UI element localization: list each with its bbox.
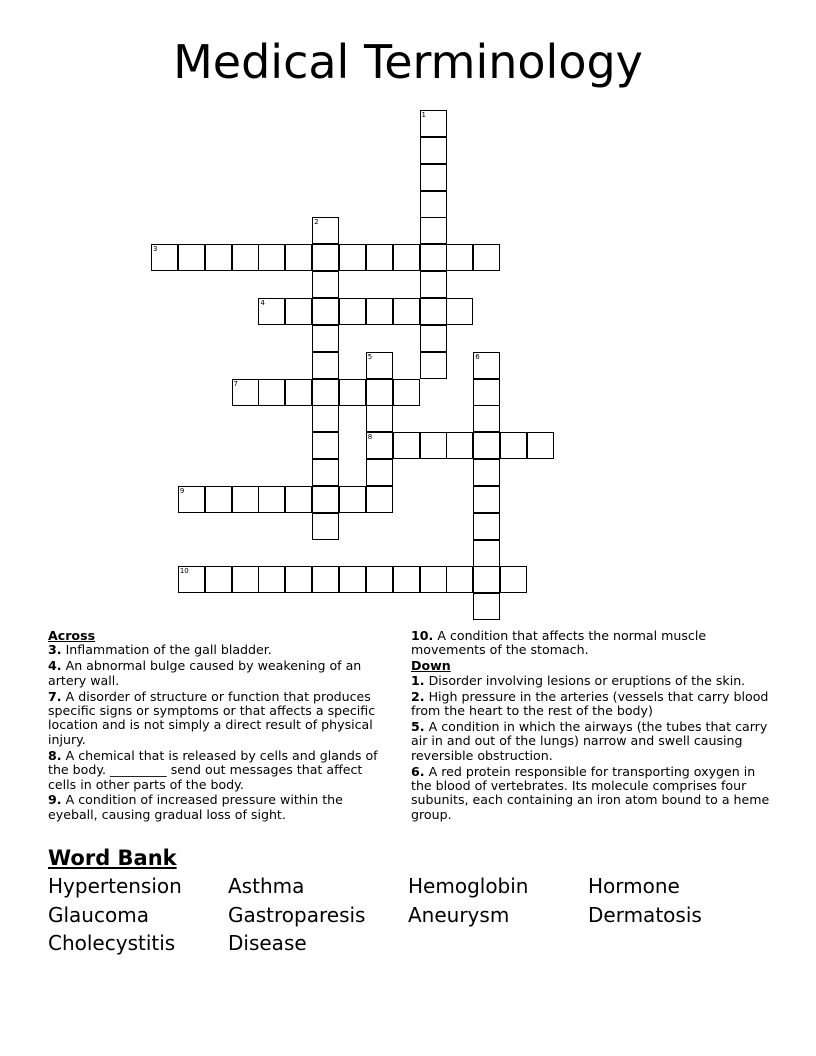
clue-text: High pressure in the arteries (vessels that carry blood from the heart to the rest of the body) [411, 688, 769, 719]
crossword-cell[interactable] [312, 271, 339, 298]
crossword-cell[interactable] [258, 379, 285, 406]
cell-number: 7 [233, 379, 239, 388]
crossword-cell[interactable] [473, 540, 500, 567]
crossword-cell[interactable] [366, 432, 393, 459]
cell-number: 9 [179, 486, 185, 495]
crossword-cell[interactable] [312, 459, 339, 486]
across-clue-9 [48, 793, 388, 822]
crossword-cell[interactable] [312, 244, 339, 271]
clue-number: 9. [48, 792, 62, 808]
across-clue-10 [411, 629, 771, 658]
crossword-cell[interactable] [366, 352, 393, 379]
crossword-cell[interactable] [473, 513, 500, 540]
crossword-cell[interactable] [285, 244, 312, 271]
crossword-cell[interactable] [258, 298, 285, 325]
crossword-cell[interactable] [258, 244, 285, 271]
crossword-cell[interactable] [339, 486, 366, 513]
clue-text: A condition of increased pressure within the eyeball, causing gradual loss of sight. [48, 792, 343, 822]
clue-number: 3. [48, 642, 62, 658]
crossword-cell[interactable] [178, 566, 205, 593]
clue-text: An abnormal bulge caused by weakening of an artery wall. [48, 658, 362, 688]
crossword-cell[interactable] [312, 432, 339, 459]
crossword-cell[interactable] [420, 137, 447, 164]
crossword-cell[interactable] [420, 191, 447, 218]
cell-number: 5 [367, 352, 373, 361]
crossword-cell[interactable] [446, 566, 473, 593]
across-heading: Across [48, 628, 96, 643]
page-title: Medical Terminology [173, 35, 643, 89]
clue-number: 1. [411, 672, 425, 688]
crossword-cell[interactable] [366, 405, 393, 432]
crossword-cell[interactable] [366, 486, 393, 513]
crossword-cell[interactable] [393, 244, 420, 271]
crossword-cell[interactable] [473, 244, 500, 271]
crossword-cell[interactable] [258, 566, 285, 593]
cell-number: 6 [475, 352, 480, 361]
crossword-cell[interactable] [285, 379, 312, 406]
crossword-cell[interactable] [393, 432, 420, 459]
crossword-cell[interactable] [205, 244, 232, 271]
crossword-cell[interactable] [366, 244, 393, 271]
crossword-cell[interactable] [312, 566, 339, 593]
word-bank-word: Disease [228, 931, 307, 955]
crossword-cell[interactable] [473, 432, 500, 459]
crossword-cell[interactable] [205, 566, 232, 593]
crossword-cell[interactable] [312, 405, 339, 432]
word-bank-word: Hormone [588, 874, 680, 898]
crossword-cell[interactable] [312, 325, 339, 352]
crossword-cell[interactable] [339, 298, 366, 325]
crossword-cell[interactable] [473, 352, 500, 379]
word-bank-word: Hemoglobin [408, 874, 529, 898]
crossword-cell[interactable] [205, 486, 232, 513]
crossword-cell[interactable] [339, 379, 366, 406]
crossword-cell[interactable] [420, 271, 447, 298]
crossword-cell[interactable] [420, 432, 447, 459]
crossword-cell[interactable] [420, 325, 447, 352]
clue-text: Disorder involving lesions or eruptions of the skin. [428, 672, 746, 688]
across-clue-8 [48, 749, 388, 792]
crossword-cell[interactable] [178, 486, 205, 513]
crossword-cell[interactable] [339, 566, 366, 593]
crossword-cell[interactable] [312, 217, 339, 244]
crossword-cell[interactable] [527, 432, 554, 459]
crossword-cell[interactable] [366, 298, 393, 325]
clue-number: 7. [48, 688, 62, 704]
crossword-cell[interactable] [473, 593, 500, 620]
crossword-cell[interactable] [232, 486, 259, 513]
crossword-cell[interactable] [420, 164, 447, 191]
crossword-cell[interactable] [473, 379, 500, 406]
word-bank-word: Cholecystitis [48, 931, 176, 955]
crossword-cell[interactable] [312, 352, 339, 379]
crossword-cell[interactable] [312, 513, 339, 540]
clue-number: 4. [48, 658, 62, 674]
down-heading: Down [411, 658, 451, 674]
across-clue-7 [48, 690, 388, 748]
crossword-cell[interactable] [366, 459, 393, 486]
clue-text: A red protein responsible for transporting oxygen in the blood of vertebrates. Its molecule comprises four subunits, each containing an iron atom bound to a heme group. [411, 763, 770, 822]
crossword-cell[interactable] [366, 566, 393, 593]
cell-number: 8 [367, 433, 373, 442]
clue-text: A chemical that is released by cells and glands of the body. _________ send out messages that affect cells in other parts of the body. [48, 747, 378, 792]
crossword-cell[interactable] [312, 298, 339, 325]
word-bank-title: Word Bank [48, 846, 177, 870]
crossword-cell[interactable] [500, 432, 527, 459]
down-clue-6 [411, 765, 771, 823]
crossword-cell[interactable] [446, 432, 473, 459]
crossword-cell[interactable] [366, 379, 393, 406]
word-bank-word: Aneurysm [408, 903, 510, 927]
crossword-cell[interactable] [232, 566, 259, 593]
across-clue-4 [48, 659, 388, 688]
crossword-cell[interactable] [420, 566, 447, 593]
crossword-cell[interactable] [232, 379, 259, 406]
crossword-cell[interactable] [420, 217, 447, 244]
down-clue-5 [411, 720, 771, 763]
crossword-cell[interactable] [339, 244, 366, 271]
cell-number: 1 [421, 111, 426, 119]
crossword-cell[interactable] [420, 110, 447, 137]
crossword-cell[interactable] [285, 566, 312, 593]
crossword-cell[interactable] [446, 244, 473, 271]
down-clue-1 [411, 674, 771, 688]
crossword-cell[interactable] [232, 244, 259, 271]
down-clue-2 [411, 690, 771, 719]
cell-number: 10 [179, 567, 189, 576]
crossword-cell[interactable] [178, 244, 205, 271]
crossword-cell[interactable] [393, 566, 420, 593]
clue-text: Inflammation of the gall bladder. [65, 642, 272, 658]
crossword-cell[interactable] [285, 486, 312, 513]
crossword-cell[interactable] [285, 298, 312, 325]
word-bank-word: Asthma [228, 874, 305, 898]
crossword-cell[interactable] [312, 486, 339, 513]
word-bank-word: Gastroparesis [228, 903, 366, 927]
cell-number: 4 [260, 298, 265, 307]
crossword-cell[interactable] [258, 486, 285, 513]
clue-text: A condition that affects the normal muscle movements of the stomach. [411, 628, 707, 658]
clue-number: 10. [411, 628, 434, 643]
crossword-cell[interactable] [420, 244, 447, 271]
crossword-cell[interactable] [500, 566, 527, 593]
crossword-cell[interactable] [151, 244, 178, 271]
crossword-cell[interactable] [473, 486, 500, 513]
crossword-cell[interactable] [393, 379, 420, 406]
crossword-cell[interactable] [446, 298, 473, 325]
word-bank-word: Hypertension [48, 874, 182, 898]
clue-text: A condition in which the airways (the tubes that carry air in and out of the lungs) narrow and swell causing reversible obstruction. [411, 718, 768, 763]
clue-number: 5. [411, 718, 425, 734]
crossword-cell[interactable] [312, 379, 339, 406]
clue-number: 6. [411, 763, 425, 779]
crossword-cell[interactable] [420, 298, 447, 325]
crossword-cell[interactable] [393, 298, 420, 325]
word-bank-word: Dermatosis [588, 903, 702, 927]
crossword-cell[interactable] [473, 405, 500, 432]
crossword-cell[interactable] [473, 459, 500, 486]
across-clue-3 [48, 643, 388, 657]
clue-number: 8. [48, 747, 62, 763]
clue-text: A disorder of structure or function that produces specific signs or symptoms or that affects a specific location and is not simply a direct result of physical injury. [48, 688, 376, 747]
cell-number: 3 [153, 245, 158, 254]
clue-number: 2. [411, 688, 425, 704]
clues-column-right [411, 629, 771, 824]
crossword-cell[interactable] [420, 352, 447, 379]
word-bank-word: Glaucoma [48, 903, 149, 927]
cell-number: 2 [314, 218, 319, 227]
crossword-cell[interactable] [473, 566, 500, 593]
clues-column-left [48, 629, 388, 824]
